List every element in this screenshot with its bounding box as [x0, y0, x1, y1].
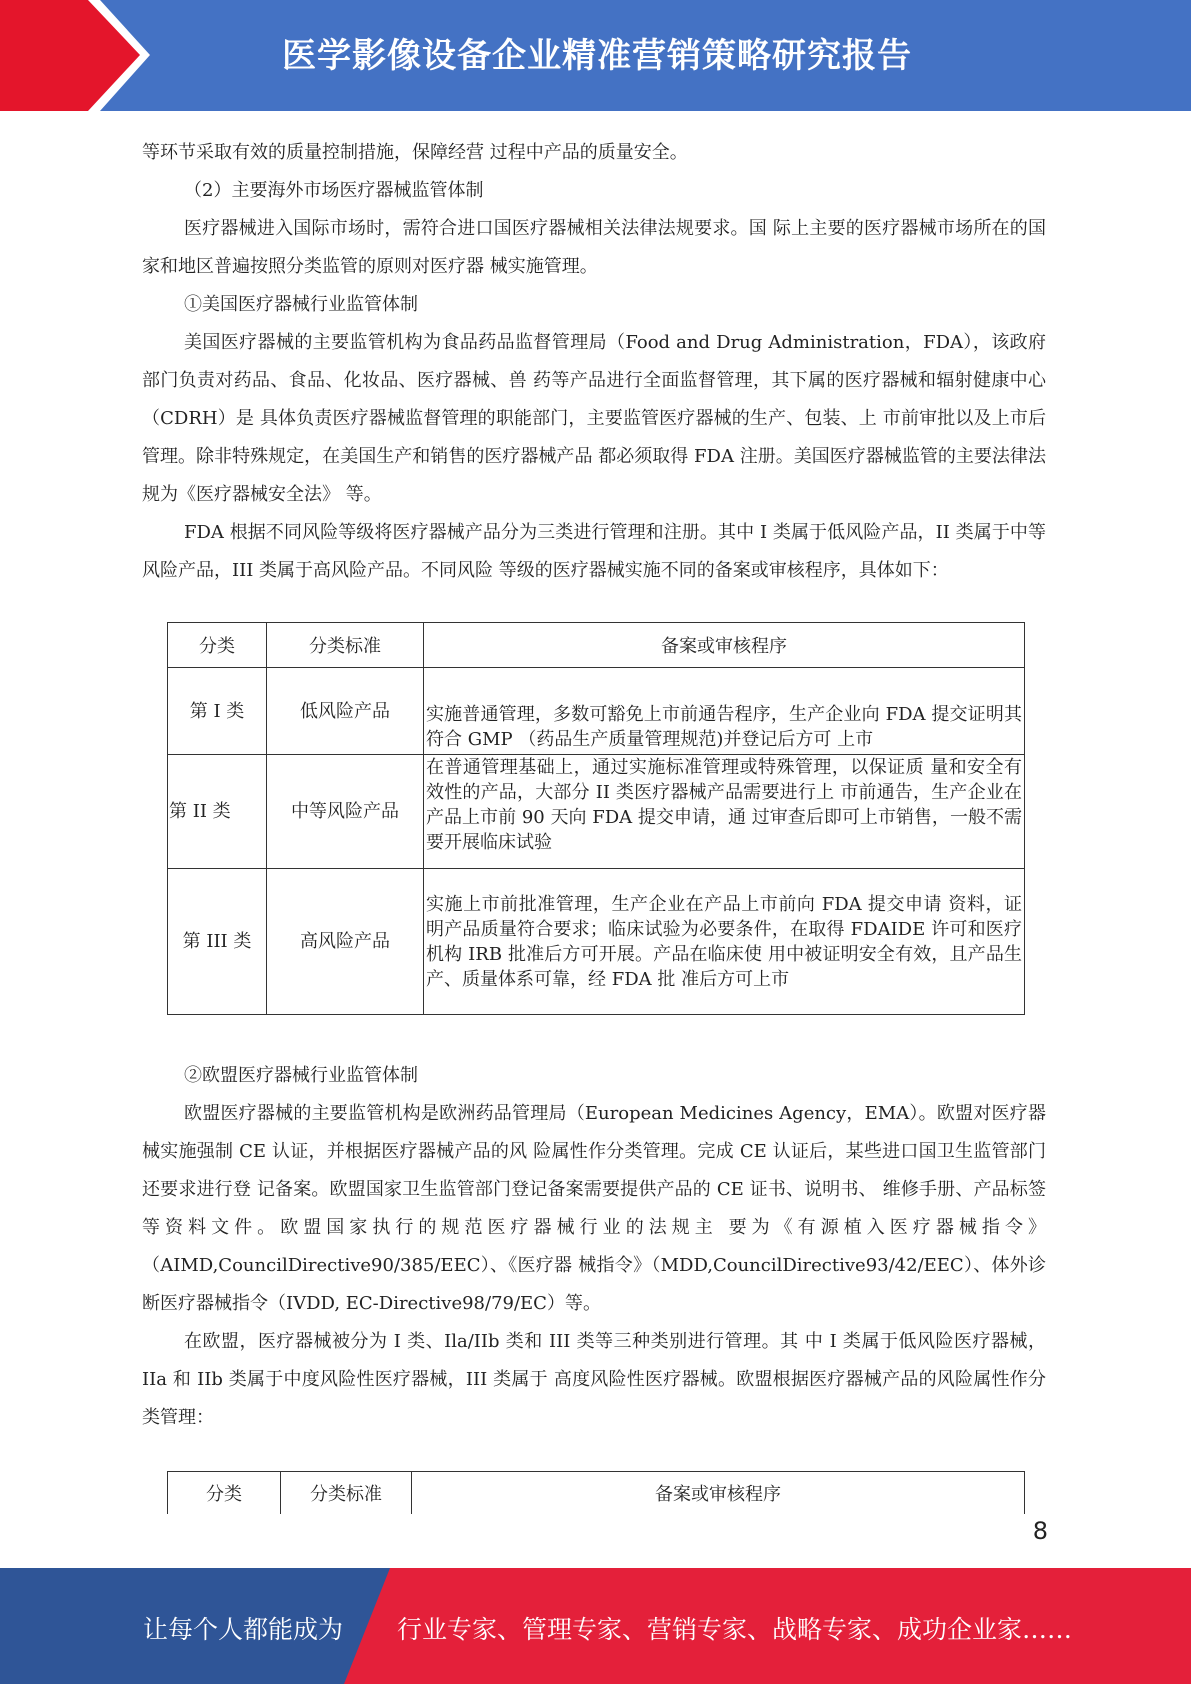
us-classification-table — [167, 622, 1025, 1015]
section-heading: （2）主要海外市场医疗器械监管体制 — [184, 180, 484, 201]
eu-classification-table — [167, 1471, 1025, 1514]
paragraph: 美国医疗器械的主要监管机构为食品药品监督管理局（Food and Drug Administration，FDA），该政府部门负责对药品、食品、化妆品、医疗器械、兽 药等产品进行全面监督管理，其下属的医疗器械和辐射健康中心（CDRH）是 具体负责医疗器械监督管理的职能部门，主要监管医疗器械的生产、包装、上 市前审批以及上市后管理。除非特殊规定，在美国生产和销售的医疗器械产品 都必须取得 FDA 注册。美国医疗器械监管的主要法律法规为《医疗器械安全法》 等。 — [142, 332, 1046, 505]
table-row — [168, 755, 1025, 869]
subsection-heading: ②欧盟医疗器械行业监管体制 — [184, 1065, 418, 1086]
paragraph: 欧盟医疗器械的主要监管机构是欧洲药品管理局（European Medicines Agency，EMA）。欧盟对医疗器械实施强制 CE 认证，并根据医疗器械产品的风 险属性作分类管理。完成 CE 认证后，某些进口国卫生监管部门还要求进行登 记备案。欧盟国家卫生监管部门登记备案需要提供产品的 CE 证书、说明书、 维修手册、产品标签等资料文件。欧盟国家执行的规范医疗器械行业的法规主 要为《有源植入医疗器械指令》（AIMD,CouncilDirective90/385/EEC）、《医疗器 械指令》（MDD,CouncilDirective93/42/EEC）、体外诊断医疗器械指令（IVDD, EC-Directive98/79/EC）等。 — [142, 1103, 1046, 1314]
paragraph: FDA 根据不同风险等级将医疗器械产品分为三类进行管理和注册。其中 I 类属于低风险产品，II 类属于中等风险产品，III 类属于高风险产品。不同风险 等级的医疗器械实施不同的备案或审核程序，具体如下： — [142, 522, 1046, 581]
table-header-cell: 备案或审核程序 — [424, 623, 1025, 668]
body-text-top — [142, 134, 1046, 590]
body-text-bottom — [142, 1057, 1046, 1437]
table-header-cell: 分类标准 — [281, 1472, 412, 1515]
header-title: 医学影像设备企业精准营销策略研究报告 — [282, 36, 912, 76]
footer-slogan-right: 行业专家、管理专家、营销专家、战略专家、成功企业家…… — [397, 1615, 1073, 1644]
footer-slogan-left: 让每个人都能成为 — [143, 1615, 344, 1644]
table-header-cell: 备案或审核程序 — [412, 1472, 1025, 1515]
paragraph: 在欧盟，医疗器械被分为 I 类、Ila/IIb 类和 III 类等三种类别进行管理。其 中 I 类属于低风险医疗器械，IIa 和 IIb 类属于中度风险性医疗器械，III 类属于 高度风险性医疗器械。欧盟根据医疗器械产品的风险属性作分类管理： — [142, 1331, 1046, 1428]
table-cell: 在普通管理基础上，通过实施标准管理或特殊管理，以保证质 量和安全有效性的产品，大部分 II 类医疗器械产品需要进行上 市前通告，生产企业在产品上市前 90 天向 FDA 提交申请，通 过审查后即可上市销售，一般不需要开展临床试验 — [424, 755, 1025, 869]
paragraph: 医疗器械进入国际市场时，需符合进口国医疗器械相关法律法规要求。国 际上主要的医疗器械市场所在的国家和地区普遍按照分类监管的原则对医疗器 械实施管理。 — [142, 218, 1046, 277]
header-red-arrow — [0, 0, 150, 111]
table-header-row — [168, 623, 1025, 668]
page-number: 8 — [1032, 1517, 1048, 1545]
table-cell: 实施上市前批准管理，生产企业在产品上市前向 FDA 提交申请 资料，证明产品质量符合要求；临床试验为必要条件，在取得 FDAIDE 许可和医疗机构 IRB 批准后方可开展。产品在临床使 用中被证明安全有效，且产品生产、质量体系可靠，经 FDA 批 准后方可上市 — [424, 869, 1025, 1015]
table-cell: 第 I 类 — [168, 668, 267, 755]
table-row — [168, 869, 1025, 1015]
table-header-cell: 分类标准 — [267, 623, 424, 668]
paragraph: 等环节采取有效的质量控制措施，保障经营 过程中产品的质量安全。 — [142, 142, 688, 163]
table-row — [168, 668, 1025, 755]
page-header — [0, 0, 1191, 111]
table-cell: 中等风险产品 — [267, 755, 424, 869]
table-header-cell: 分类 — [168, 623, 267, 668]
table-cell: 实施普通管理，多数可豁免上市前通告程序，生产企业向 FDA 提交证明其符合 GMP （药品生产质量管理规范)并登记后方可 上市 — [424, 668, 1025, 755]
table-header-row — [168, 1472, 1025, 1515]
page-footer — [0, 1568, 1191, 1684]
table-cell: 第 III 类 — [168, 869, 267, 1015]
table-cell: 低风险产品 — [267, 668, 424, 755]
table-cell: 高风险产品 — [267, 869, 424, 1015]
subsection-heading: ①美国医疗器械行业监管体制 — [184, 294, 418, 315]
table-cell: 第 II 类 — [168, 755, 267, 869]
table-header-cell: 分类 — [168, 1472, 281, 1515]
